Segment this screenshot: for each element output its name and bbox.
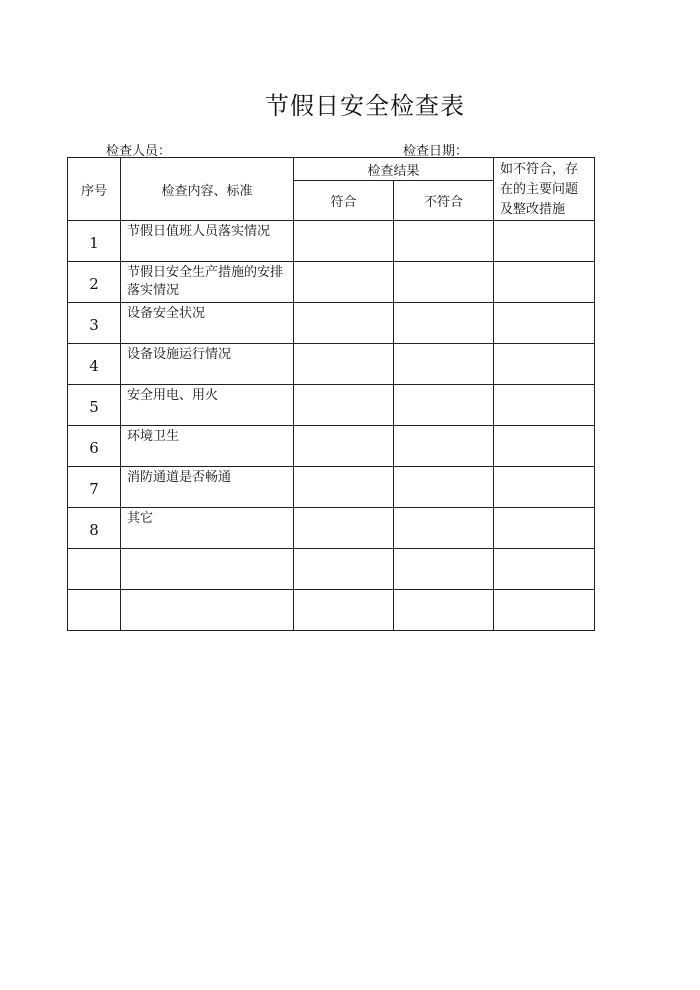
row-check-item: 环境卫生 (121, 426, 294, 467)
row-serial-number: 6 (68, 426, 121, 467)
nonconform-cell[interactable] (394, 549, 494, 590)
remediation-cell[interactable] (494, 262, 595, 303)
remediation-cell[interactable] (494, 385, 595, 426)
inspector-label: 检查人员： (106, 144, 172, 159)
remediation-cell[interactable] (494, 303, 595, 344)
table-row (68, 385, 595, 426)
row-check-item: 节假日值班人员落实情况 (121, 221, 294, 262)
remediation-cell[interactable] (494, 590, 595, 631)
header-check-result: 检查结果 (294, 158, 494, 181)
row-check-item (121, 549, 294, 590)
remediation-cell[interactable] (494, 467, 595, 508)
header-serial-number: 序号 (68, 158, 121, 221)
conform-cell[interactable] (294, 467, 394, 508)
table-row (68, 303, 595, 344)
table-row (68, 221, 595, 262)
conform-cell[interactable] (294, 508, 394, 549)
row-check-item: 其它 (121, 508, 294, 549)
remediation-cell[interactable] (494, 508, 595, 549)
nonconform-cell[interactable] (394, 221, 494, 262)
row-check-item (121, 590, 294, 631)
table-row (68, 344, 595, 385)
row-serial-number: 4 (68, 344, 121, 385)
nonconform-cell[interactable] (394, 385, 494, 426)
table-row (68, 590, 595, 631)
nonconform-cell[interactable] (394, 303, 494, 344)
row-serial-number (68, 590, 121, 631)
table-row (68, 467, 595, 508)
inspection-date-label: 检查日期： (403, 144, 469, 159)
remediation-cell[interactable] (494, 344, 595, 385)
conform-cell[interactable] (294, 303, 394, 344)
nonconform-cell[interactable] (394, 508, 494, 549)
row-check-item: 设备安全状况 (121, 303, 294, 344)
nonconform-cell[interactable] (394, 426, 494, 467)
row-serial-number: 2 (68, 262, 121, 303)
conform-cell[interactable] (294, 385, 394, 426)
nonconform-cell[interactable] (394, 467, 494, 508)
row-serial-number: 5 (68, 385, 121, 426)
inspection-table (67, 157, 595, 631)
nonconform-cell[interactable] (394, 344, 494, 385)
conform-cell[interactable] (294, 590, 394, 631)
row-serial-number: 7 (68, 467, 121, 508)
row-serial-number: 8 (68, 508, 121, 549)
nonconform-cell[interactable] (394, 262, 494, 303)
table-row (68, 508, 595, 549)
header-check-content: 检查内容、标准 (121, 158, 294, 221)
remediation-cell[interactable] (494, 426, 595, 467)
conform-cell[interactable] (294, 549, 394, 590)
table-row (68, 262, 595, 303)
row-check-item: 节假日安全生产措施的安排落实情况 (121, 262, 294, 303)
table-row (68, 549, 595, 590)
conform-cell[interactable] (294, 262, 394, 303)
remediation-cell[interactable] (494, 221, 595, 262)
header-nonconform: 不符合 (394, 181, 494, 221)
conform-cell[interactable] (294, 426, 394, 467)
row-check-item: 设备设施运行情况 (121, 344, 294, 385)
table-header-row (68, 158, 595, 181)
table-row (68, 426, 595, 467)
row-serial-number (68, 549, 121, 590)
conform-cell[interactable] (294, 344, 394, 385)
row-serial-number: 1 (68, 221, 121, 262)
nonconform-cell[interactable] (394, 590, 494, 631)
header-issue-remediation: 如不符合，存在的主要问题及整改措施 (494, 158, 595, 221)
conform-cell[interactable] (294, 221, 394, 262)
row-check-item: 安全用电、用火 (121, 385, 294, 426)
row-check-item: 消防通道是否畅通 (121, 467, 294, 508)
row-serial-number: 3 (68, 303, 121, 344)
remediation-cell[interactable] (494, 549, 595, 590)
page-title: 节假日安全检查表 (265, 92, 465, 120)
header-conform: 符合 (294, 181, 394, 221)
